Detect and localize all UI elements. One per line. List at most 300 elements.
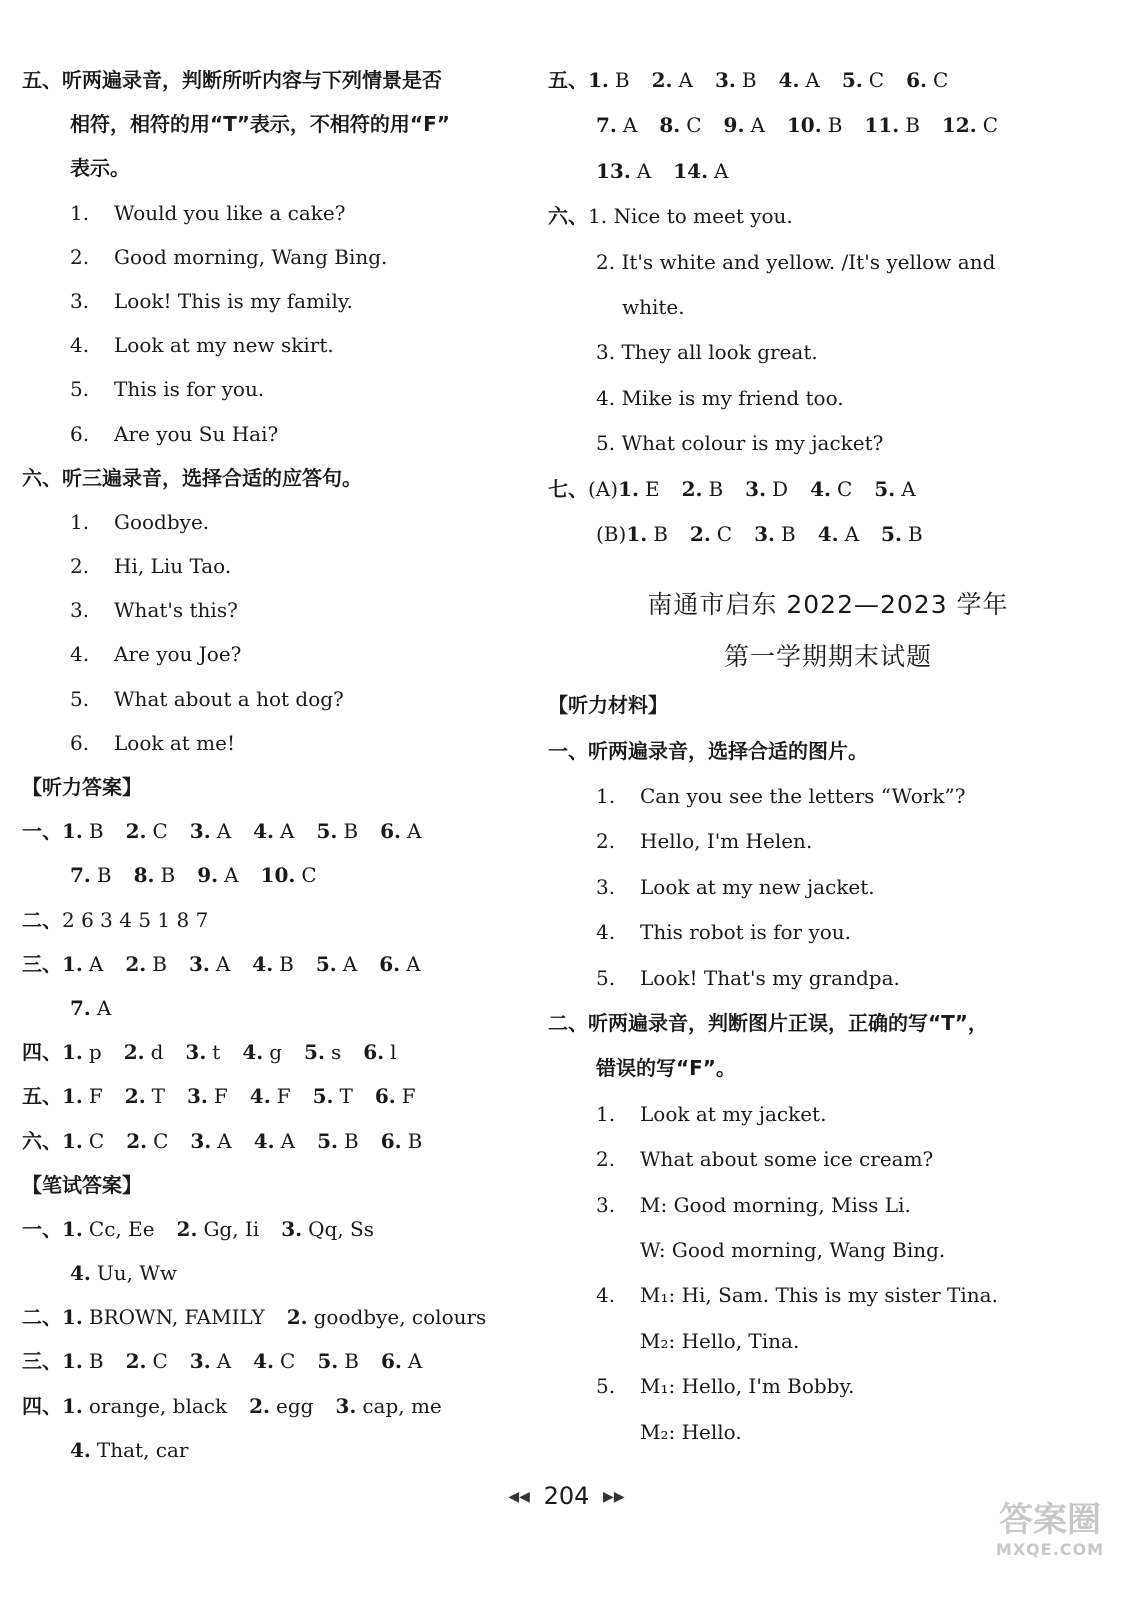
answer-number: 4. [810,476,831,501]
section-5-heading-line-1: 五、听两遍录音，判断所听内容与下列情景是否 [22,68,442,92]
section-5-list [22,191,542,456]
listening-material-item [548,1137,1108,1182]
listening-item [22,544,542,588]
next-arrows-icon: ▶▶ [603,1489,625,1505]
answer-section-prefix: 五、 [22,1084,62,1109]
answer-number: 1. [62,951,83,976]
answer-value: B [88,819,104,844]
section-5-heading-line-2: 相符，相符的用“T”表示，不相符的用“F” [70,112,450,137]
answer-sequence: 2 6 3 4 5 1 8 7 [62,907,209,932]
answer-value: B [88,1349,104,1374]
answer-value: B [781,521,796,546]
item-text: What's this? [114,598,238,623]
listening-material-item [548,1228,1108,1273]
answer-sentence: Mike is my friend too. [621,385,844,410]
answer-value: F [276,1084,291,1109]
listening-item [22,721,542,765]
answer-number: 2. [176,1216,198,1241]
answer-value: B [827,113,843,138]
answer-value: BROWN, FAMILY [88,1305,265,1330]
listening-material-item [548,1364,1108,1409]
listening-item [22,235,542,279]
answer-value: A [215,951,231,976]
item-text: What about a hot dog? [114,686,344,711]
item-text: What about some ice cream? [640,1147,934,1172]
answer-value: C [152,1349,168,1374]
answer-number: 3. [745,476,767,501]
watermark-logo [985,1500,1115,1580]
item-text: M₁: Hi, Sam. This is my sister Tina. [640,1283,998,1308]
listening-item [22,191,542,235]
answer-number: 5. [312,1084,334,1109]
answer-row [22,1384,542,1428]
answer-number: 9. [723,113,745,138]
answer-section-prefix: 五、 [548,68,588,92]
answer-value: D [772,476,789,501]
listening-item [22,323,542,367]
answer-number: 6. [380,819,401,844]
answer-value: C [152,819,168,844]
answer-value: A [217,1128,232,1153]
item-number: 3. [70,288,90,313]
answer-value: orange, black [88,1393,228,1418]
answer-value: A [750,113,765,138]
item-text: Good morning, Wang Bing. [114,244,388,269]
question-2-list [548,1092,1108,1455]
answer-number: 6. [379,951,401,976]
item-number: 1. [596,1101,616,1126]
answer-number: 1. [62,1349,83,1374]
exam-title-line-1: 南通市启东 2022—2023 学年 [647,590,1009,620]
answer-value: F [88,1084,103,1109]
answer-number: 6. [374,1084,396,1109]
item-number: 5. [596,965,616,990]
item-text: Look at my new skirt. [114,333,334,358]
answer-row [22,898,542,942]
item-number: 4. [596,920,616,945]
answer-value: A [216,819,232,844]
answer-value: B [614,68,630,92]
answer-row [22,1030,542,1074]
answer-number: 3. [187,1084,208,1109]
item-text: Are you Joe? [114,642,242,667]
answer-number: 2. [651,68,673,92]
item-number: 2. [70,554,90,579]
answer-value: B [152,951,167,976]
listening-item [22,588,542,632]
answer-section-prefix: 七、 [548,476,588,501]
answer-row [22,1428,542,1472]
answer-value: Gg, Ii [203,1216,260,1241]
item-text: Hello, I'm Helen. [640,829,813,854]
answer-value: C [716,521,733,546]
answer-row [22,942,542,986]
answer-number: 5. [317,1349,339,1374]
watermark-top-text: 答案圈 [999,1500,1101,1540]
answer-section-prefix: 二、 [22,907,62,932]
answer-value: T [151,1084,166,1109]
answer-value: A [636,158,652,183]
answer-value: C [88,1128,105,1153]
item-number: 3. [596,874,616,899]
answer-value: A [342,951,358,976]
answer-number: 3. [185,1040,207,1065]
listening-answers-label: 【听力答案】 [22,775,142,799]
item-text: Would you like a cake? [114,200,346,225]
answer-number: 3. [188,951,210,976]
item-number: 4. [70,642,90,667]
answer-value: A [406,819,422,844]
answer-number: 5. [841,68,863,92]
answer-section-prefix: 三、 [22,951,62,976]
answer-value: E [644,476,660,501]
answer-number: 1. [62,1393,83,1418]
item-number: 4. [70,333,90,358]
answer-number: 2. [689,521,711,546]
answer-value: B [160,863,176,888]
item-number: 2. [596,1147,616,1172]
item-text: Look! That's my grandpa. [640,965,900,990]
answer-value: C [836,476,853,501]
answer-number: 3. [189,1349,211,1374]
answer-value: B [741,68,757,92]
answer-number: 1. [62,1216,83,1241]
listening-material-item [548,1273,1108,1318]
answer-number: 5. [315,951,337,976]
answer-part-label: (B) [596,521,627,546]
answer-number: 3. [754,521,775,546]
listening-item [22,677,542,721]
left-column [22,58,542,1472]
item-text: Look! This is my family. [114,288,353,313]
answer-value: A [224,863,239,888]
answer-number: 1. [62,1128,83,1153]
answer-row [548,512,1108,557]
answer-value: Cc, Ee [88,1216,155,1241]
answer-number: 5. [304,1040,325,1065]
answer-number: 9. [197,863,219,888]
answer-row [548,330,1108,375]
item-number: 4. [596,1283,616,1308]
answer-number: 4. [778,68,800,92]
answer-number: 2. [124,1084,146,1109]
answer-value: A [622,113,638,138]
answer-value: A [805,68,820,92]
item-text: Hi, Liu Tao. [114,554,232,579]
watermark-bottom-text: MXQE.COM [995,1540,1105,1559]
answer-value: A [678,68,693,92]
answer-row [22,853,542,897]
answer-value: Uu, Ww [96,1261,178,1286]
exam-title-line-2: 第一学期期末试题 [723,642,932,672]
answer-number: 1. [588,204,614,229]
answer-number: 4. [253,1128,275,1153]
answer-number: 5. [317,1128,338,1153]
item-text: Look at my jacket. [640,1101,827,1126]
listening-material-item [548,1410,1108,1455]
answer-number: 5. [874,476,896,501]
answer-value: cap, me [362,1393,442,1418]
answer-value: goodbye, colours [313,1305,487,1330]
item-number: 6. [70,730,90,755]
answer-value: B [96,863,112,888]
answer-value: B [344,1349,359,1374]
answer-value: egg [275,1393,314,1418]
answer-value: C [932,68,949,92]
answer-number: 4. [249,1084,271,1109]
answer-number: 2. [286,1305,308,1330]
section-5-heading-line-3: 表示。 [70,156,130,181]
answer-section-prefix: 一、 [22,1216,62,1241]
listening-material-label: 【听力材料】 [548,693,668,718]
answer-row [548,149,1108,194]
answer-row [22,809,542,853]
answer-value: A [901,476,916,501]
answer-number: 6. [906,68,927,92]
answer-row [548,376,1108,421]
listening-item [22,412,542,456]
answer-value: B [343,1128,359,1153]
answer-number: 2. [249,1393,270,1418]
answer-section-prefix: 四、 [22,1393,62,1418]
answer-number: 7. [70,863,91,888]
answer-value: A [216,1349,232,1374]
answer-number: 3. [596,340,622,365]
answer-number: 1. [626,521,648,546]
listening-item [22,500,542,544]
answer-value: A [407,1349,423,1374]
item-number: 6. [70,421,90,446]
answer-number: 5. [596,431,622,456]
answer-number: 2. [126,1128,148,1153]
answer-number: 14. [673,158,709,183]
right-column [548,58,1108,1455]
answer-sentence: It's white and yellow. /It's yellow and [621,249,996,274]
answer-value: B [343,819,359,844]
answer-value: B [907,521,923,546]
answer-number: 3. [190,1128,212,1153]
answer-row [548,240,1108,285]
answer-value: A [714,158,729,183]
answer-section-prefix: 二、 [22,1305,62,1330]
listening-material-item [548,865,1108,910]
answer-number: 4. [253,1349,275,1374]
answer-row [548,103,1108,148]
item-text: Goodbye. [114,509,210,534]
answer-value: F [213,1084,228,1109]
item-text: Can you see the letters “Work”? [640,784,966,809]
answer-row [548,285,1108,330]
item-text: M₂: Hello. [640,1419,742,1444]
answer-row [22,1295,542,1339]
answer-number: 1. [618,476,639,501]
answer-row [548,58,1108,103]
answer-number: 13. [596,158,631,183]
answer-number: 1. [62,819,83,844]
answer-number: 6. [380,1349,402,1374]
answer-value: p [88,1040,102,1065]
prev-arrows-icon: ◀◀ [508,1489,530,1505]
answer-value: A [844,521,860,546]
answer-value: A [280,819,295,844]
answer-number: 2. [681,476,703,501]
answer-value: A [88,951,104,976]
answer-number: 2. [125,951,147,976]
listening-material-item [548,1319,1108,1364]
answer-number: 4. [253,819,275,844]
item-text: Look at me! [114,730,235,755]
answer-sentence: What colour is my jacket? [621,431,884,456]
answer-value: l [390,1040,397,1065]
answer-number: 8. [659,113,681,138]
written-answers-block [22,1207,542,1472]
answer-value: B [708,476,724,501]
answer-number: 5. [316,819,338,844]
item-number: 2. [70,244,90,269]
item-number: 3. [70,598,90,623]
answer-number: 2. [125,819,147,844]
answer-number: 4. [252,951,274,976]
answer-value: C [686,113,702,138]
listening-material-item [548,910,1108,955]
answer-number: 4. [242,1040,264,1065]
answer-number: 12. [941,113,977,138]
answer-number: 3. [714,68,736,92]
item-number: 5. [596,1374,616,1399]
answer-number: 1. [588,68,609,92]
item-number: 5. [70,377,90,402]
answer-value: d [150,1040,164,1065]
answer-number: 6. [380,1128,402,1153]
answer-value: t [212,1040,221,1065]
written-answers-label: 【笔试答案】 [22,1172,142,1197]
answer-row [22,1339,542,1383]
answer-value: C [153,1128,169,1153]
listening-material-item [548,956,1108,1001]
answer-value: C [982,113,998,138]
answer-number: 1. [62,1305,83,1330]
item-number: 5. [70,686,90,711]
item-text: W: Good morning, Wang Bing. [640,1237,946,1262]
answer-number: 6. [363,1040,385,1065]
answer-value: F [401,1084,416,1109]
answer-section-prefix: 一、 [22,819,62,844]
question-2-heading-line-2: 错误的写“F”。 [596,1056,736,1081]
answer-row [548,467,1108,512]
page-footer [0,1482,1133,1510]
answer-value: C [280,1349,296,1374]
answer-row [548,421,1108,466]
question-1-list [548,774,1108,1001]
item-text: M₁: Hello, I'm Bobby. [640,1374,855,1399]
answer-value: g [269,1040,283,1065]
answer-number: 4. [817,521,839,546]
item-text: Look at my new jacket. [640,874,875,899]
answer-number: 3. [281,1216,303,1241]
answer-value: T [339,1084,353,1109]
answer-number: 7. [596,113,617,138]
answer-sentence: white. [622,294,685,319]
question-1-heading: 一、听两遍录音，选择合适的图片。 [548,738,868,763]
answer-number: 4. [70,1437,91,1462]
answer-number: 4. [596,385,622,410]
answer-number: 3. [335,1393,357,1418]
answer-row [548,194,1108,239]
answer-number: 7. [70,995,91,1020]
answer-number: 8. [133,863,155,888]
answer-row [22,1207,542,1251]
section-6-list [22,500,542,765]
answer-value: C [301,863,317,888]
answer-number: 1. [62,1040,83,1065]
answer-number: 5. [881,521,902,546]
answer-value: C [868,68,885,92]
item-number: 1. [70,200,90,225]
listening-material-item [548,1092,1108,1137]
right-answers-block [548,58,1108,557]
answer-number: 11. [864,113,900,138]
answer-number: 3. [189,819,211,844]
answer-value: Qq, Ss [308,1216,375,1241]
answer-value: A [280,1128,296,1153]
item-text: M₂: Hello, Tina. [640,1328,800,1353]
answer-row [22,1119,542,1163]
answer-section-prefix: 三、 [22,1349,62,1374]
answer-number: 2. [596,249,622,274]
item-number: 1. [596,784,616,809]
answer-value: A [406,951,421,976]
answer-number: 2. [123,1040,145,1065]
listening-material-item [548,774,1108,819]
answer-number: 4. [70,1261,91,1286]
answer-part-label: (A) [588,476,619,501]
answer-row [22,1074,542,1118]
answer-value: B [279,951,294,976]
page-number: 204 [543,1482,590,1510]
answer-value: B [653,521,668,546]
listening-item [22,367,542,411]
section-6-heading: 六、听三遍录音，选择合适的应答句。 [22,465,362,490]
question-2-heading-line-1: 二、听两遍录音，判断图片正误，正确的写“T”， [548,1011,988,1036]
answer-sentence: They all look great. [621,340,818,365]
answer-value: A [96,995,112,1020]
listening-item [22,632,542,676]
answer-sentence: Nice to meet you. [613,204,793,229]
item-text: Are you Su Hai? [114,421,279,446]
answer-number: 10. [786,113,822,138]
listening-material-item [548,819,1108,864]
answer-value: That, car [96,1437,189,1462]
listening-item [22,279,542,323]
answer-number: 1. [62,1084,83,1109]
item-number: 2. [596,829,616,854]
answer-number: 2. [125,1349,147,1374]
answer-row [22,1251,542,1295]
answer-section-prefix: 六、 [22,1128,62,1153]
answer-value: s [330,1040,342,1065]
item-number: 1. [70,509,90,534]
item-number: 3. [596,1192,616,1217]
item-text: M: Good morning, Miss Li. [640,1192,911,1217]
listening-material-item [548,1183,1108,1228]
answer-section-prefix: 六、 [548,204,588,229]
answer-section-prefix: 四、 [22,1040,62,1065]
answer-value: B [407,1128,423,1153]
answer-number: 10. [260,863,296,888]
item-text: This is for you. [114,377,265,402]
answer-value: B [905,113,920,138]
item-text: This robot is for you. [640,920,852,945]
